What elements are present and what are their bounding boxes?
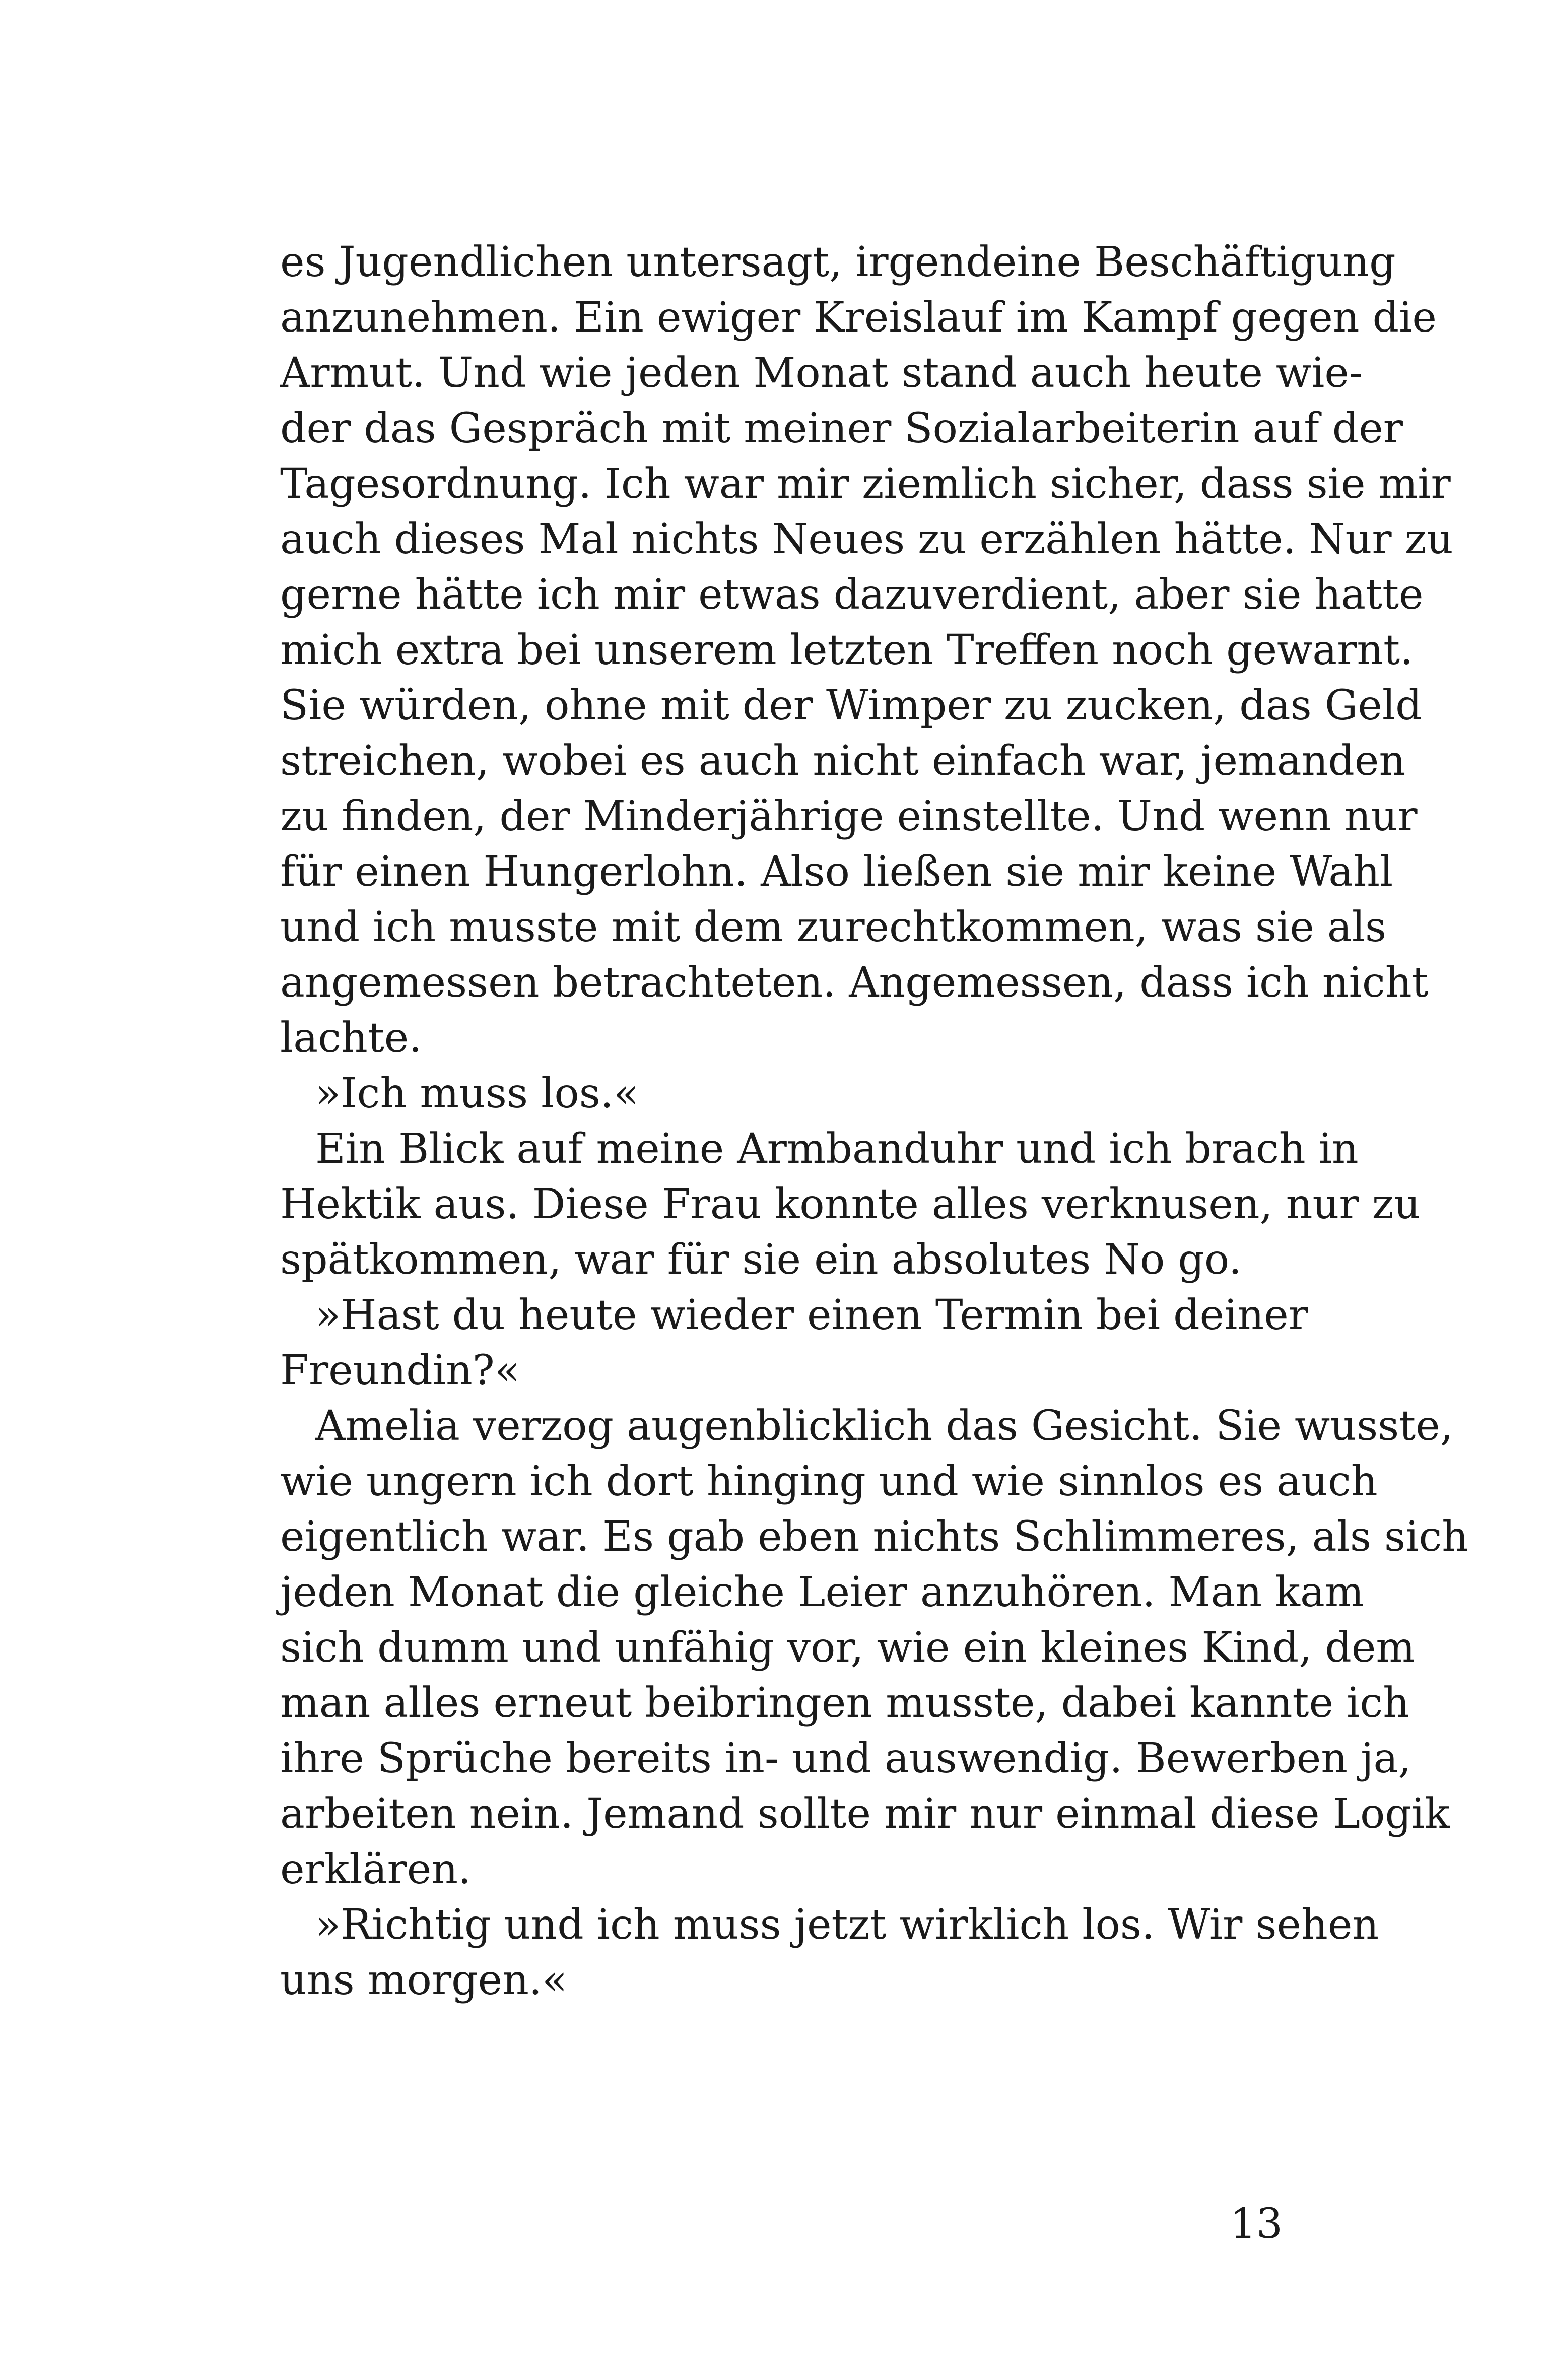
page-number: 13 (1230, 2200, 1283, 2248)
text-line: Freundin?« (280, 1347, 520, 1395)
text-line: auch dieses Mal nichts Neues zu erzählen hätte. Nur zu (280, 515, 1453, 563)
text-line: man alles erneut beibringen musste, dabei kannte ich (280, 1679, 1410, 1727)
text-line: wie ungern ich dort hinging und wie sinnlos es auch (280, 1458, 1378, 1505)
text-line: spätkommen, war für sie ein absolutes No go. (280, 1236, 1242, 1284)
text-line: sich dumm und unfähig vor, wie ein kleines Kind, dem (280, 1624, 1416, 1672)
text-line: angemessen betrachteten. Angemessen, dass ich nicht (280, 959, 1429, 1007)
text-line: mich extra bei unserem letzten Treffen noch gewarnt. (280, 626, 1414, 674)
text-line: lachte. (280, 1014, 422, 1062)
text-line: anzunehmen. Ein ewiger Kreislauf im Kampf gegen die (280, 294, 1437, 342)
text-line: Amelia verzog augenblicklich das Gesicht. Sie wusste, (315, 1402, 1453, 1450)
text-line: gerne hätte ich mir etwas dazuverdient, aber sie hatte (280, 571, 1424, 619)
text-line: arbeiten nein. Jemand sollte mir nur einmal diese Logik (280, 1790, 1450, 1838)
dialogue-line: »Hast du heute wieder einen Termin bei deiner (315, 1291, 1308, 1339)
text-line: zu finden, der Minderjährige einstellte. Und wenn nur (280, 792, 1418, 840)
text-line: jeden Monat die gleiche Leier anzuhören. Man kam (280, 1568, 1364, 1616)
dialogue-line: »Ich muss los.« (315, 1070, 639, 1117)
text-line: und ich musste mit dem zurechtkommen, was sie als (280, 903, 1387, 951)
text-line: uns morgen.« (280, 1956, 568, 2004)
text-line: erklären. (280, 1845, 472, 1893)
text-line: Tagesordnung. Ich war mir ziemlich sicher, dass sie mir (280, 460, 1451, 508)
text-line: ihre Sprüche bereits in- und auswendig. Bewerben ja, (280, 1735, 1411, 1782)
text-line: der das Gespräch mit meiner Sozialarbeiterin auf der (280, 405, 1403, 452)
text-line: für einen Hungerlohn. Also ließen sie mir keine Wahl (280, 848, 1393, 896)
text-line: Sie würden, ohne mit der Wimper zu zucken, das Geld (280, 682, 1422, 730)
dialogue-line: »Richtig und ich muss jetzt wirklich los. Wir sehen (315, 1901, 1379, 1949)
text-line: Armut. Und wie jeden Monat stand auch heute wie- (280, 349, 1363, 397)
text-line: Hektik aus. Diese Frau konnte alles verknusen, nur zu (280, 1180, 1421, 1228)
text-line: streichen, wobei es auch nicht einfach war, jemanden (280, 737, 1406, 785)
text-line: eigentlich war. Es gab eben nichts Schlimmeres, als sich (280, 1513, 1469, 1561)
text-line: es Jugendlichen untersagt, irgendeine Beschäftigung (280, 238, 1396, 286)
text-line: Ein Blick auf meine Armbanduhr und ich brach in (315, 1125, 1359, 1173)
body-text (280, 235, 1469, 2008)
